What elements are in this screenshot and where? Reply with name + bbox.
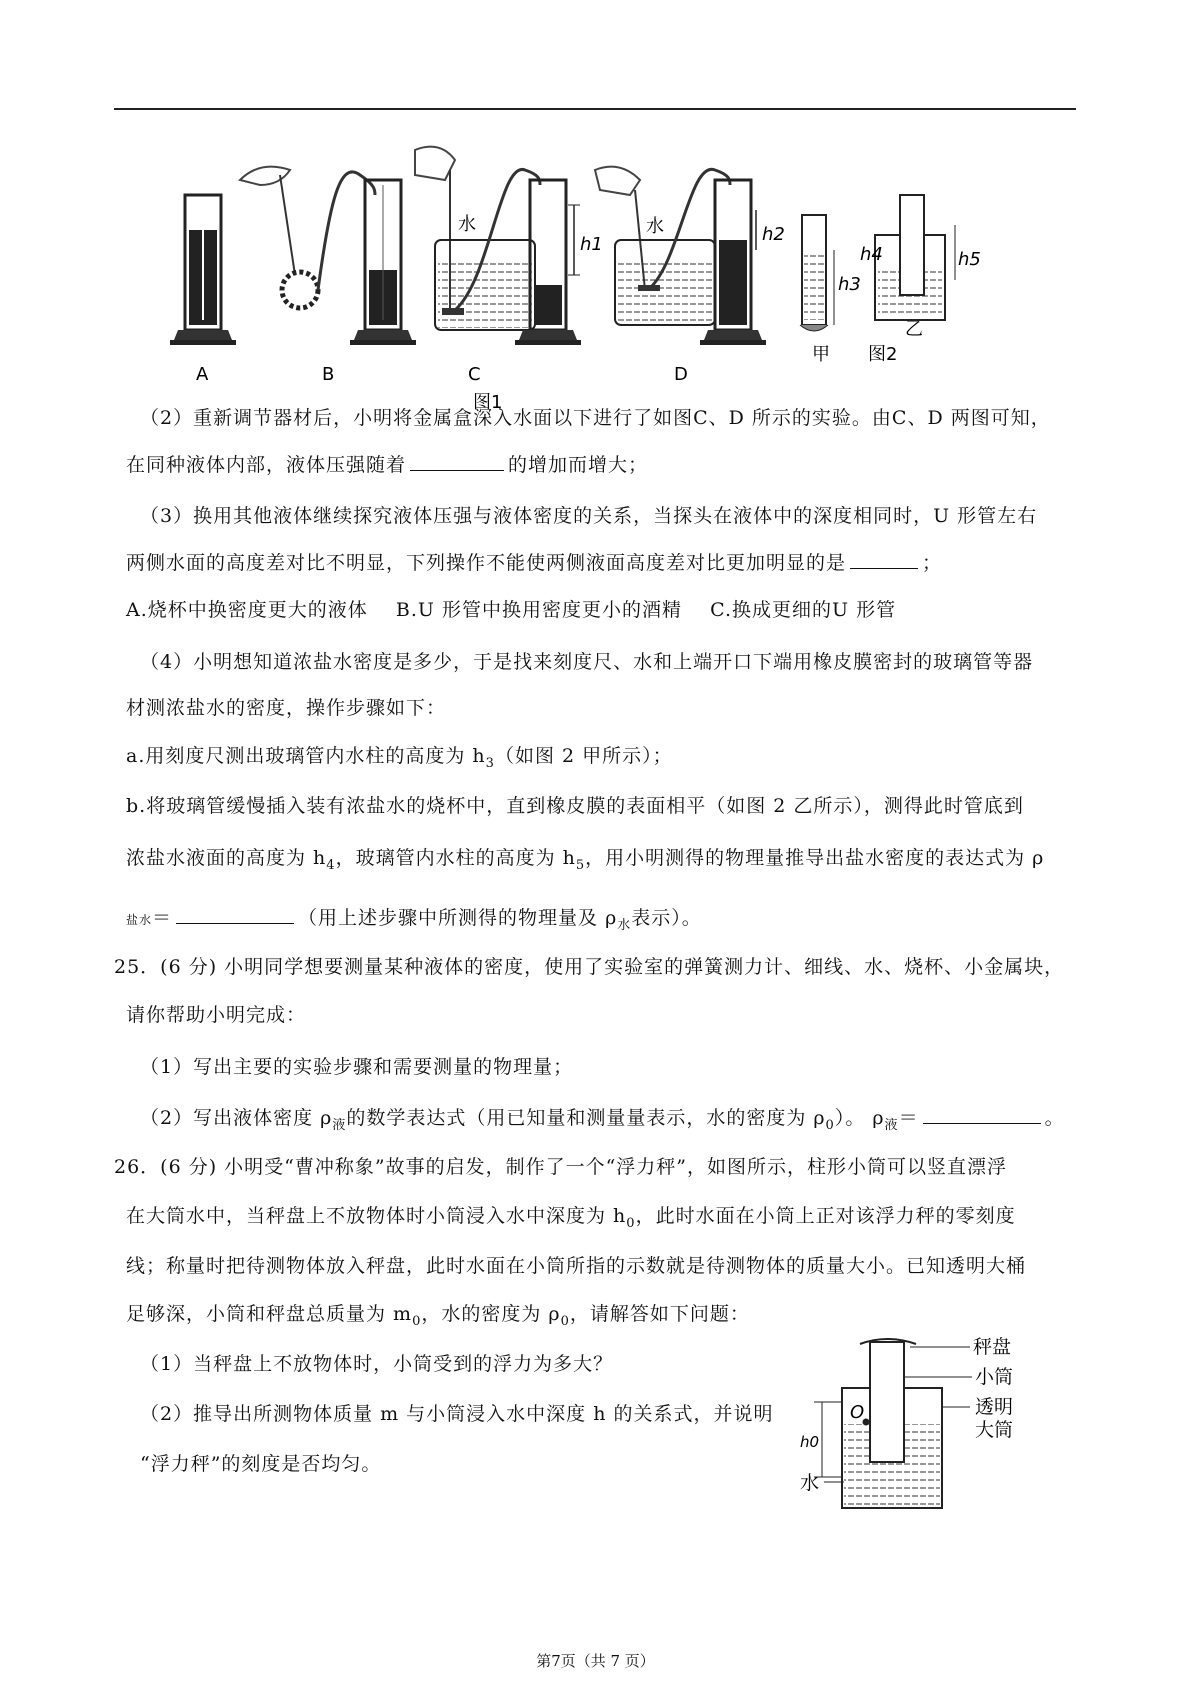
q24-step-a: a.用刻度尺测出玻璃管内水柱的高度为 $h_3$（如图 2 甲所示）； — [126, 745, 673, 771]
fig-c-h1: h1 — [580, 234, 603, 255]
q24-part4-line2: 材测浓盐水的密度，操作步骤如下： — [126, 697, 447, 719]
fig2-jia — [800, 215, 861, 365]
fig2-h3: h3 — [838, 274, 861, 295]
fig-label-a: A — [196, 364, 209, 385]
fig2-caption: 图2 — [868, 344, 898, 365]
fig-c-water: 水 — [458, 214, 476, 235]
fig-c-beaker — [415, 147, 603, 385]
fig2-yi — [860, 195, 981, 365]
q24-expression: 盐水＝ （用上述步骤中所测得的物理量及 $\rho_水$表示）。 — [126, 907, 702, 933]
header-rule — [114, 108, 1076, 110]
fig-d-h2: h2 — [762, 224, 785, 245]
float-label-tube: 小筒 — [975, 1366, 1014, 1388]
q24-part2-line2: 在同种液体内部，液体压强随着 的增加而增大； — [126, 454, 649, 476]
fig-a-u-tube — [170, 195, 236, 385]
fig-label-b: B — [322, 364, 335, 385]
q25-line2: 请你帮助小明完成： — [126, 1004, 307, 1026]
q25-line1: 25．(6 分) 小明同学想要测量某种液体的密度，使用了实验室的弹簧测力计、细线、水、烧杯、小金属块， — [114, 956, 1065, 978]
q24-step-b-line2: 浓盐水液面的高度为 $h_4$，玻璃管内水柱的高度为 $h_5$，用小明测得的物理量推导出盐水密度的表达式为 ρ — [126, 847, 1045, 873]
fig1-caption: 图1 — [473, 392, 503, 410]
q24-blank-2[interactable] — [850, 550, 918, 569]
fig2-h4: h4 — [860, 244, 883, 265]
fig-d-water: 水 — [646, 216, 664, 237]
fig2-yi-label: 乙 — [905, 319, 923, 340]
q26-part2-line1: （2）推导出所测物体质量 m 与小筒浸入水中深度 h 的关系式，并说明 — [140, 1403, 774, 1425]
q26-line3: 线；称量时把待测物体放入秤盘，此时水面在小筒所指的示数就是待测物体的质量大小。已知透明大桶 — [126, 1255, 1027, 1277]
q24-part3-line1: （3）换用其他液体继续探究液体压强与液体密度的关系，当探头在液体中的深度相同时，U 形管左右 — [140, 505, 1038, 527]
q24-step-b: b.将玻璃管缓慢插入装有浓盐水的烧杯中，直到橡皮膜的表面相平（如图 2 乙所示），测得此时管底到 — [126, 795, 1024, 817]
float-label-big2: 大筒 — [975, 1419, 1014, 1441]
q25-blank[interactable] — [923, 1105, 1041, 1124]
q26-line4: 足够深，小筒和秤盘总质量为 $m_0$，水的密度为 $\rho_0$，请解答如下问题： — [126, 1303, 750, 1329]
q24-options: A.烧杯中换密度更大的液体 B.U 形管中换用密度更小的酒精 C.换成更细的U 形管 — [126, 599, 897, 621]
q26-line1: 26．(6 分) 小明受“曹冲称象”故事的启发，制作了一个“浮力秤”，如图所示，柱形小筒可以竖直漂浮 — [114, 1156, 1008, 1178]
q26-part2-line2: “浮力秤”的刻度是否均匀。 — [140, 1453, 382, 1475]
q24-part2-line1: （2）重新调节器材后，小明将金属盒深入水面以下进行了如图C、D 所示的实验。由C、D 两图可知， — [140, 407, 1051, 429]
figure-1-2 — [170, 140, 1050, 410]
q24-part3-line2: 两侧水面的高度差对比不明显，下列操作不能使两侧液面高度差对比更加明显的是 ； — [126, 552, 943, 574]
q26-line2: 在大筒水中，当秤盘上不放物体时小筒浸入水中深度为 $h_0$，此时水面在小筒上正对该浮力秤的零刻度 — [126, 1205, 1016, 1231]
fig-label-d: D — [674, 364, 688, 385]
float-label-big1: 透明 — [975, 1396, 1014, 1418]
fig2-h5: h5 — [958, 249, 981, 270]
fig-b-u-tube — [240, 167, 416, 385]
q24-blank-3[interactable] — [176, 905, 294, 924]
fig2-jia-label: 甲 — [812, 344, 830, 365]
q25-line4: （2）写出液体密度 $\rho_液$的数学表达式（用已知量和测量量表示，水的密度为 $\rho_0$）。 $\rho_液=$ 。 — [140, 1107, 1065, 1133]
page-footer: 第7页（共 7 页） — [536, 1652, 655, 1670]
q24-part4-line1: （4）小明想知道浓盐水密度是多少，于是找来刻度尺、水和上端开口下端用橡皮膜密封的玻璃管等器 — [140, 651, 1034, 673]
fig-label-c: C — [468, 364, 481, 385]
fig-d-beaker — [595, 167, 785, 385]
float-label-o: O — [850, 1402, 865, 1423]
q26-part1: （1）当秤盘上不放物体时，小筒受到的浮力为多大？ — [140, 1353, 614, 1375]
float-label-water: 水 — [800, 1472, 820, 1494]
q24-blank-1[interactable] — [410, 452, 504, 471]
float-label-pan: 秤盘 — [973, 1336, 1012, 1358]
q25-line3: （1）写出主要的实验步骤和需要测量的物理量； — [140, 1056, 574, 1078]
float-label-h0: h0 — [800, 1433, 820, 1451]
float-scale-figure — [800, 1332, 1060, 1527]
